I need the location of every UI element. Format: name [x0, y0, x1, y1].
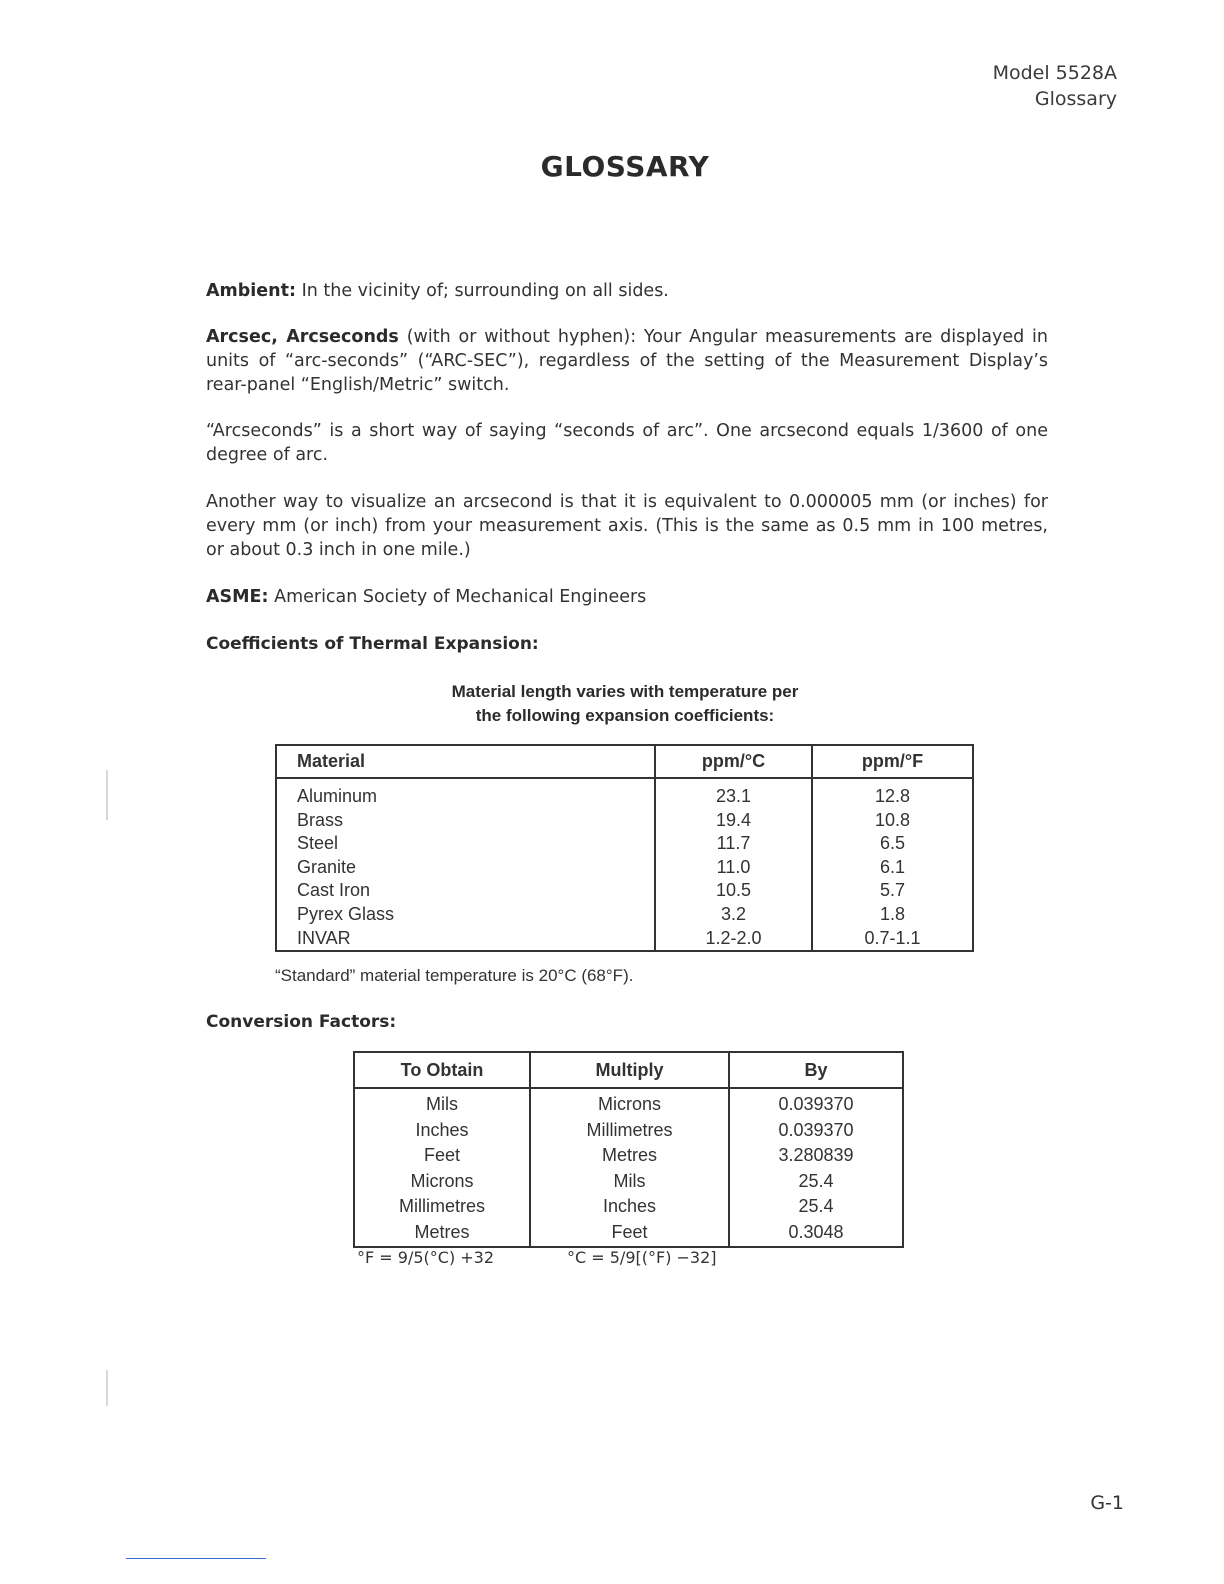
- to-obtain-cell: Microns: [354, 1169, 530, 1195]
- thermal-expansion-table: [275, 744, 974, 952]
- table-header-row: [354, 1052, 903, 1088]
- to-obtain-cell: Metres: [354, 1220, 530, 1247]
- thermal-caption-line-1: Material length varies with temperature per: [451, 682, 799, 701]
- thermal-heading: Coefficients of Thermal Expansion:: [206, 634, 539, 654]
- footer-rule: [126, 1558, 266, 1559]
- arcsec-paragraph-2: “Arcseconds” is a short way of saying “seconds of arc”. One arcsecond equals 1/3600 of one degree of arc.: [206, 421, 1048, 465]
- ppm-f-cell: 0.7-1.1: [812, 927, 973, 952]
- multiply-cell: Mils: [530, 1169, 729, 1195]
- ppm-f-cell: 12.8: [812, 778, 973, 809]
- term-arcsec: Arcsec, Arcseconds: [206, 327, 399, 347]
- table-row: [276, 927, 973, 952]
- table-row: [354, 1220, 903, 1247]
- entry-ambient: [206, 279, 1048, 303]
- ppm-c-cell: 3.2: [655, 903, 812, 927]
- entry-arcsec: [206, 325, 1048, 397]
- material-cell: Pyrex Glass: [276, 903, 655, 927]
- ppm-f-cell: 10.8: [812, 809, 973, 833]
- page-header: [993, 60, 1117, 112]
- to-obtain-cell: Mils: [354, 1088, 530, 1118]
- thermal-caption: [275, 680, 975, 728]
- model-label: Model 5528A: [992, 62, 1117, 84]
- term-asme: ASME:: [206, 587, 269, 607]
- ppm-c-cell: 10.5: [655, 879, 812, 903]
- table-row: [276, 856, 973, 880]
- ppm-c-cell: 1.2-2.0: [655, 927, 812, 952]
- table-row: [276, 903, 973, 927]
- formula-fahrenheit: °F = 9/5(°C) +32: [357, 1248, 495, 1267]
- column-header-ppm-f: ppm/°F: [812, 745, 973, 778]
- page-title: GLOSSARY: [540, 150, 710, 183]
- table-row: [354, 1143, 903, 1169]
- section-label: Glossary: [1034, 88, 1117, 110]
- table-row: [276, 809, 973, 833]
- term-ambient: Ambient:: [206, 281, 296, 301]
- ppm-f-cell: 5.7: [812, 879, 973, 903]
- thermal-caption-line-2: the following expansion coefficients:: [475, 706, 775, 725]
- material-cell: Granite: [276, 856, 655, 880]
- table-row: [276, 778, 973, 809]
- table-row: [276, 879, 973, 903]
- column-header-multiply: Multiply: [530, 1052, 729, 1088]
- page-number: G-1: [1090, 1492, 1124, 1514]
- ppm-f-cell: 6.1: [812, 856, 973, 880]
- conversion-factors-table: [353, 1051, 904, 1248]
- multiply-cell: Millimetres: [530, 1118, 729, 1144]
- multiply-cell: Metres: [530, 1143, 729, 1169]
- column-header-to-obtain: To Obtain: [354, 1052, 530, 1088]
- column-header-by: By: [729, 1052, 903, 1088]
- material-cell: Cast Iron: [276, 879, 655, 903]
- to-obtain-cell: Inches: [354, 1118, 530, 1144]
- scan-mark: [106, 770, 108, 820]
- ppm-c-cell: 11.7: [655, 832, 812, 856]
- definition-ambient: In the vicinity of; surrounding on all sides.: [301, 281, 669, 301]
- by-cell: 0.039370: [729, 1118, 903, 1144]
- definition-asme: American Society of Mechanical Engineers: [274, 587, 647, 607]
- table-header-row: [276, 745, 973, 778]
- to-obtain-cell: Feet: [354, 1143, 530, 1169]
- by-cell: 0.039370: [729, 1088, 903, 1118]
- ppm-f-cell: 1.8: [812, 903, 973, 927]
- column-header-material: Material: [276, 745, 655, 778]
- material-cell: Aluminum: [276, 778, 655, 809]
- standard-temperature-note: “Standard” material temperature is 20°C (68°F).: [275, 966, 634, 985]
- ppm-c-cell: 23.1: [655, 778, 812, 809]
- multiply-cell: Inches: [530, 1194, 729, 1220]
- table-row: [354, 1169, 903, 1195]
- by-cell: 25.4: [729, 1169, 903, 1195]
- conversion-heading: Conversion Factors:: [206, 1012, 397, 1032]
- table-row: [354, 1194, 903, 1220]
- to-obtain-cell: Millimetres: [354, 1194, 530, 1220]
- ppm-c-cell: 11.0: [655, 856, 812, 880]
- by-cell: 3.280839: [729, 1143, 903, 1169]
- arcsec-paragraph-3: Another way to visualize an arcsecond is that it is equivalent to 0.000005 mm (or inches) for every mm (or inch) from your measurement axis. (This is the same as 0.5 mm in 100 metres, or about 0.3 inch in one mile.): [206, 492, 1048, 560]
- multiply-cell: Microns: [530, 1088, 729, 1118]
- table-row: [354, 1118, 903, 1144]
- by-cell: 0.3048: [729, 1220, 903, 1247]
- table-row: [276, 832, 973, 856]
- material-cell: Steel: [276, 832, 655, 856]
- formula-celsius: °C = 5/9[(°F) −32]: [567, 1248, 717, 1267]
- material-cell: INVAR: [276, 927, 655, 952]
- ppm-f-cell: 6.5: [812, 832, 973, 856]
- material-cell: Brass: [276, 809, 655, 833]
- column-header-ppm-c: ppm/°C: [655, 745, 812, 778]
- scan-mark: [106, 1370, 108, 1406]
- ppm-c-cell: 19.4: [655, 809, 812, 833]
- by-cell: 25.4: [729, 1194, 903, 1220]
- definition-arcsec: (with or without hyphen): Your Angular measurements are displayed in units of “arc-seconds” (“ARC-SEC”), regardless of the setting of the Measurement Display’s rear-panel “English/Metric” switch.: [206, 327, 1048, 395]
- multiply-cell: Feet: [530, 1220, 729, 1247]
- entry-asme: [206, 585, 1048, 609]
- table-row: [354, 1088, 903, 1118]
